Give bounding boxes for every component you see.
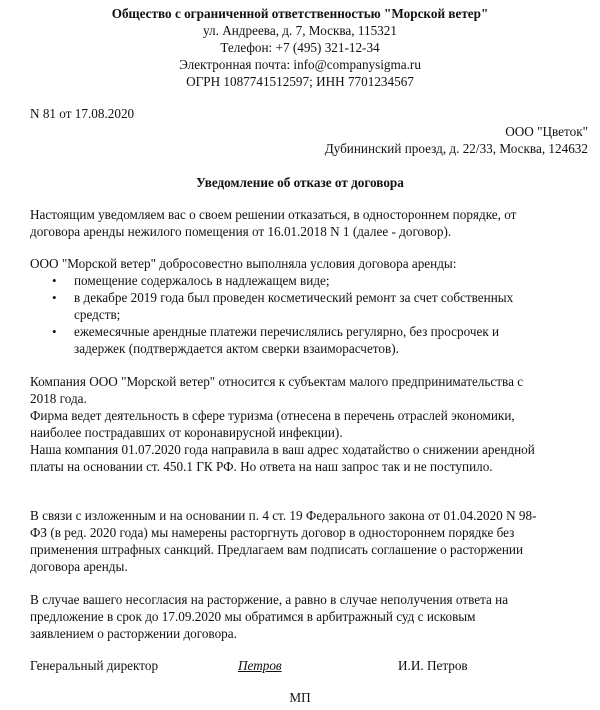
bullet-marker: • <box>52 290 57 305</box>
paragraph-3-line: Наша компания 01.07.2020 года направила в ваш адрес ходатайство о снижении арендной <box>30 442 535 457</box>
paragraph-3-line: 2018 года. <box>30 391 87 406</box>
paragraph-4-line: В связи с изложенным и на основании п. 4 ст. 19 Федерального закона от 01.04.2020 N 98- <box>30 508 537 523</box>
bullet-item: ежемесячные арендные платежи перечислялись регулярно, без просрочек и <box>74 324 500 339</box>
company-phone: Телефон: +7 (495) 321-12-34 <box>220 40 380 55</box>
recipient-address: Дубининский проезд, д. 22/33, Москва, 124632 <box>324 141 588 156</box>
paragraph-3-line: Компания ООО "Морской ветер" относится к субъектам малого предпринимательства с <box>30 374 524 389</box>
recipient-name: ООО "Цветок" <box>505 124 588 139</box>
company-ids: ОГРН 1087741512597; ИНН 7701234567 <box>186 74 414 89</box>
document-title: Уведомление об отказе от договора <box>196 175 404 190</box>
seal-placeholder: МП <box>289 690 311 705</box>
paragraph-3-line: платы на основании ст. 450.1 ГК РФ. Но ответа на наш запрос так и не поступило. <box>30 459 493 474</box>
paragraph-4-line: договора аренды. <box>30 559 128 574</box>
signatory-position: Генеральный директор <box>30 658 159 673</box>
bullet-marker: • <box>52 324 57 339</box>
bullet-item-continuation: задержек (подтверждается актом сверки взаиморасчетов). <box>74 341 399 356</box>
bullet-item-continuation: средств; <box>74 307 121 322</box>
paragraph-4-line: применения штрафных санкций. Предлагаем вам подписать соглашение о расторжении <box>30 542 524 557</box>
paragraph-3-line: Фирма ведет деятельность в сфере туризма (отнесена в перечень отраслей экономики, <box>30 408 515 423</box>
company-name: Общество с ограниченной ответственностью "Морской ветер" <box>111 6 489 21</box>
paragraph-1-line: договора аренды нежилого помещения от 16.01.2018 N 1 (далее - договор). <box>30 224 452 239</box>
paragraph-3-line: наиболее пострадавших от коронавирусной инфекции). <box>30 425 343 440</box>
bullet-marker: • <box>52 273 57 288</box>
paragraph-1-line: Настоящим уведомляем вас о своем решении отказаться, в одностороннем порядке, от <box>30 207 517 222</box>
paragraph-5-line: предложение в срок до 17.09.2020 мы обратимся в арбитражный суд с исковым <box>30 609 476 624</box>
paragraph-2-intro: ООО "Морской ветер" добросовестно выполняла условия договора аренды: <box>30 256 457 271</box>
document-number-date: N 81 от 17.08.2020 <box>30 106 135 121</box>
bullet-item: в декабре 2019 года был проведен косметический ремонт за счет собственных <box>74 290 514 305</box>
company-email: Электронная почта: info@companysigma.ru <box>179 57 421 72</box>
paragraph-5-line: заявлением о расторжении договора. <box>30 626 237 641</box>
handwritten-signature: Петров <box>238 658 282 673</box>
company-address: ул. Андреева, д. 7, Москва, 115321 <box>203 23 397 38</box>
paragraph-5-line: В случае вашего несогласия на расторжение, а равно в случае неполучения ответа на <box>30 592 509 607</box>
signatory-name: И.И. Петров <box>398 658 468 673</box>
paragraph-4-line: ФЗ (в ред. 2020 года) мы намерены расторгнуть договор в одностороннем порядке без <box>30 525 515 540</box>
bullet-item: помещение содержалось в надлежащем виде; <box>74 273 330 288</box>
